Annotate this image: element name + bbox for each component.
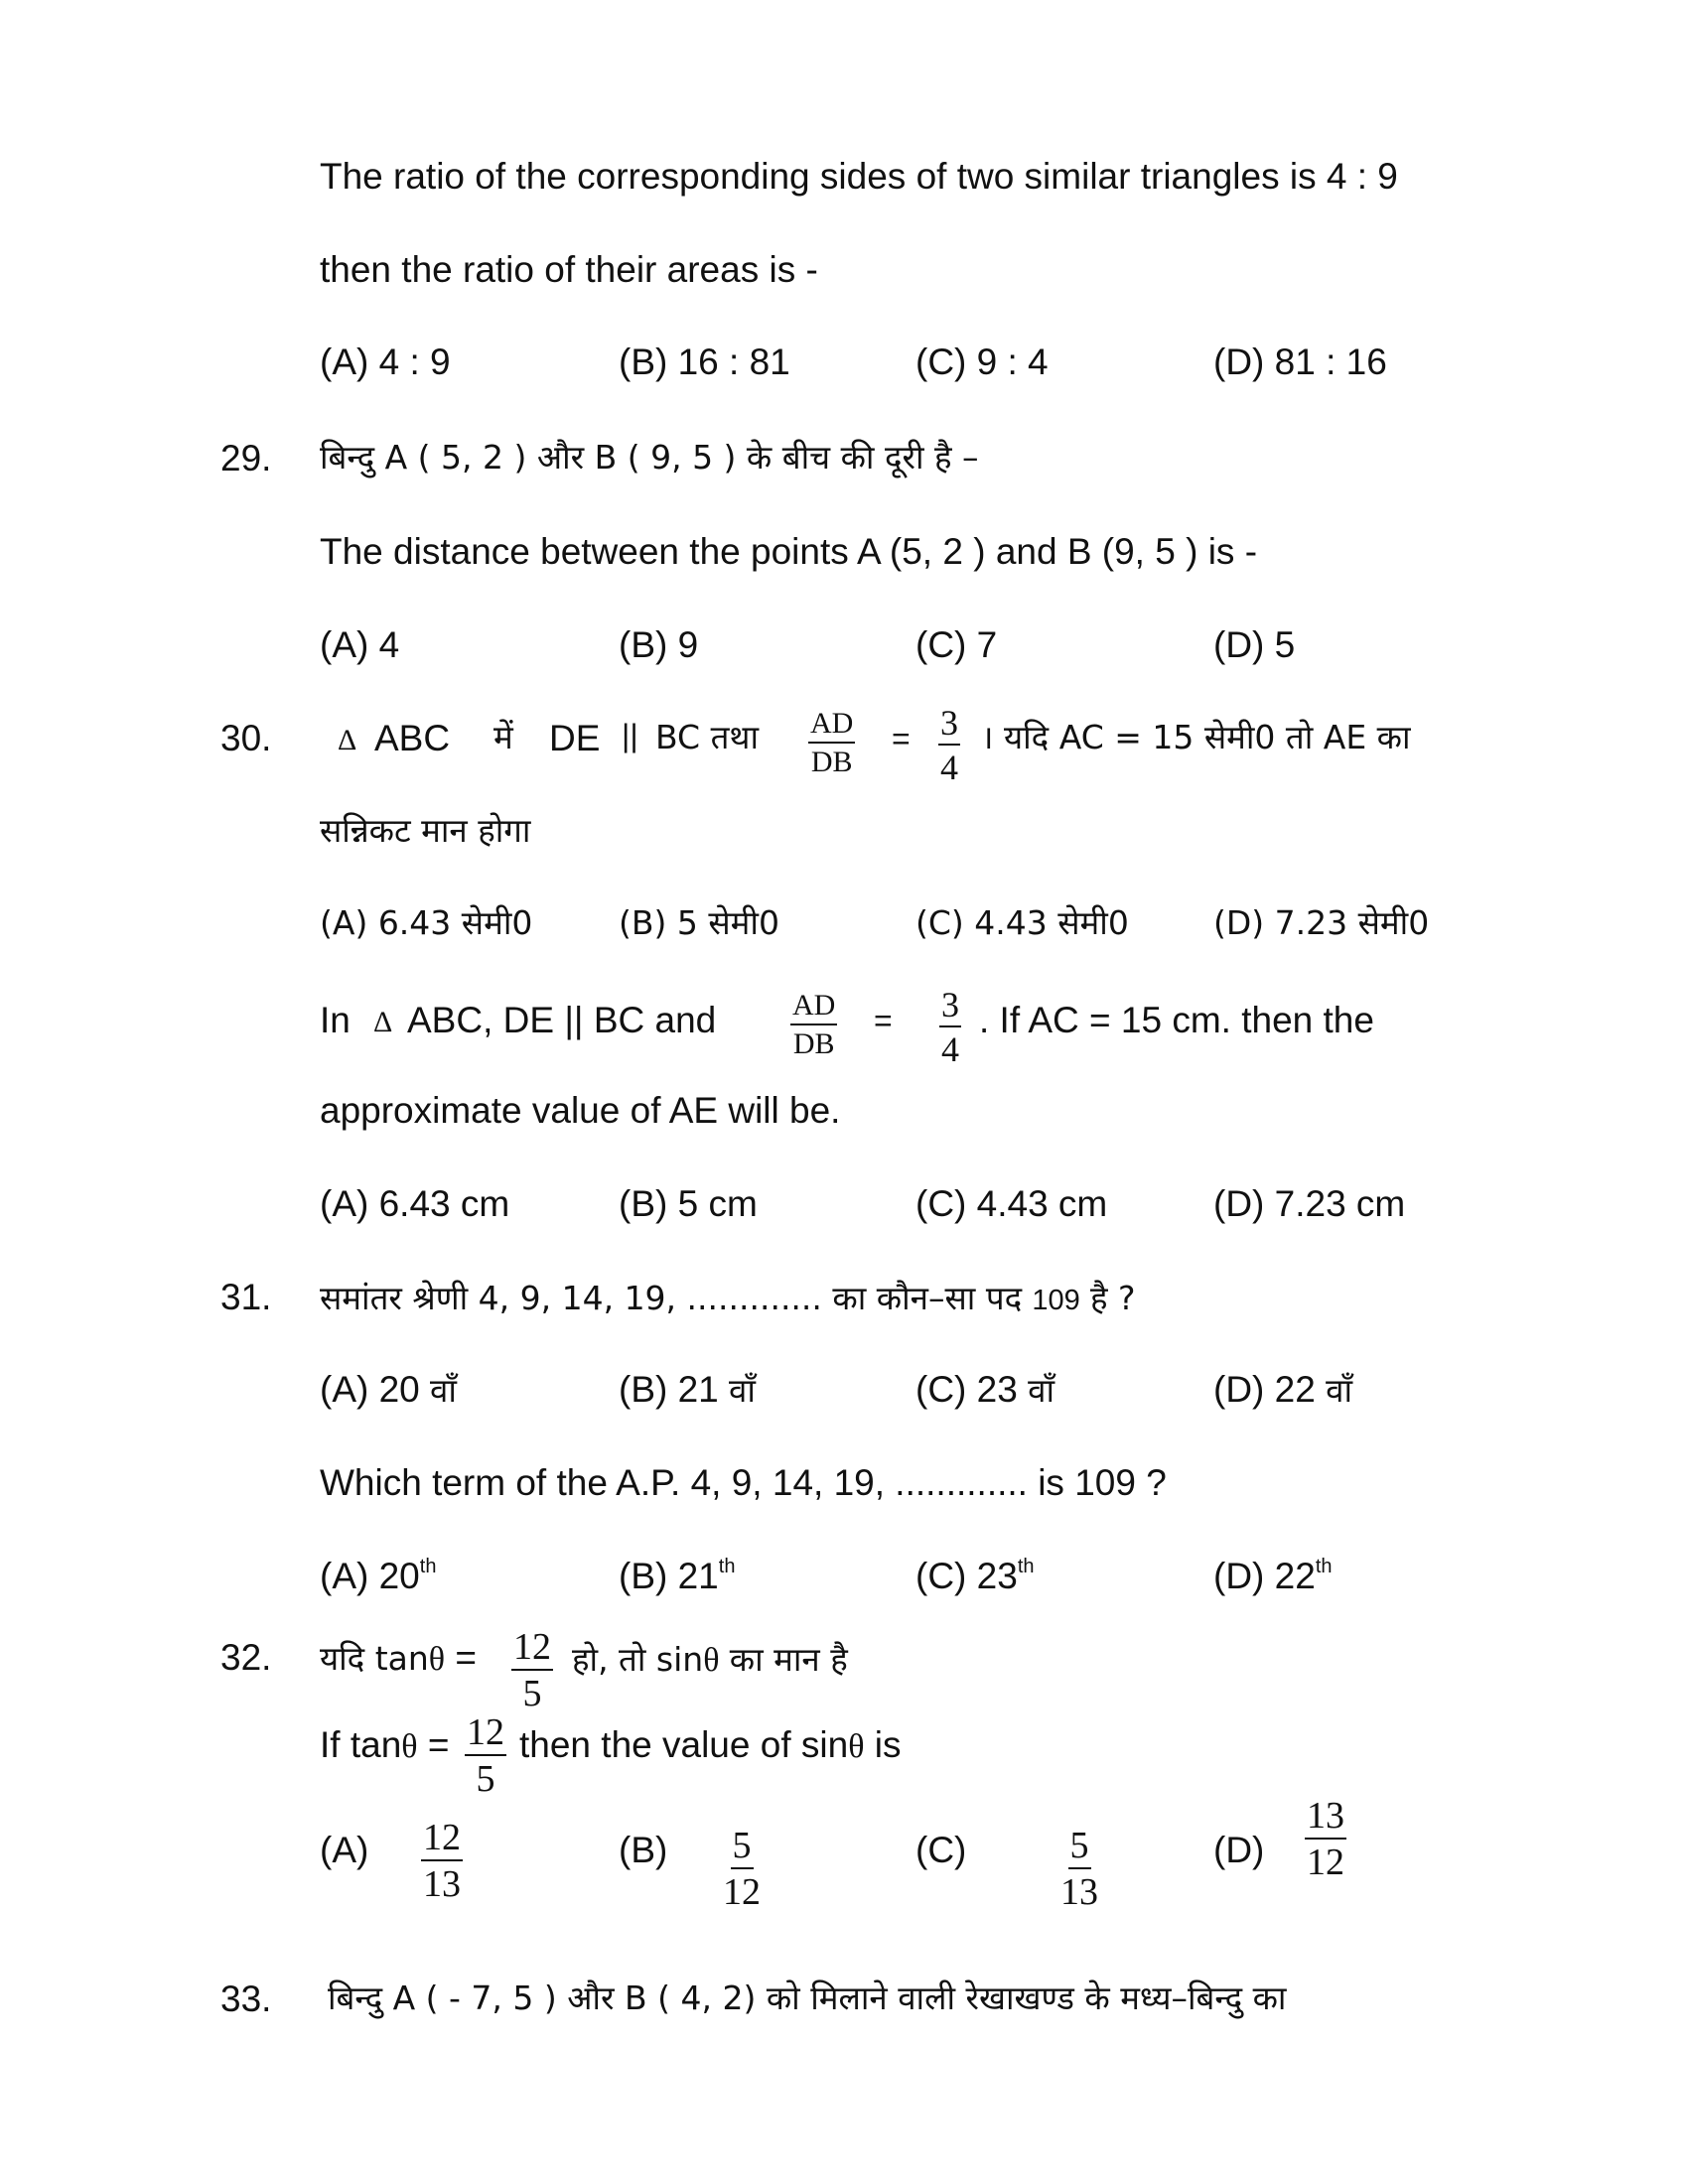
fraction-numerator: 3 bbox=[938, 705, 960, 746]
q30-hindi-rest: । यदि AC = 15 सेमी0 तो AE का bbox=[981, 718, 1411, 756]
q32-hindi-yadi: यदि tan bbox=[320, 1639, 429, 1678]
triangle-symbol: Δ bbox=[373, 1006, 393, 1038]
option-text: (A) 20 bbox=[320, 1556, 420, 1596]
theta-symbol: θ bbox=[848, 1728, 865, 1765]
q32-hindi-part2: हो, तो sin bbox=[572, 1640, 704, 1679]
fraction-numerator: 3 bbox=[939, 987, 961, 1027]
q32-english-tan bbox=[320, 1726, 449, 1764]
q30-english-fraction-3-4 bbox=[939, 987, 961, 1067]
q31-hindi-number: 109 bbox=[1032, 1285, 1080, 1316]
fraction-numerator: AD bbox=[808, 709, 855, 744]
fraction-denominator: 13 bbox=[423, 1863, 461, 1905]
q32-english-part2: then the value of sin bbox=[519, 1724, 849, 1765]
q32-hindi-rest bbox=[572, 1640, 848, 1678]
theta-symbol: θ bbox=[401, 1728, 418, 1765]
fraction-numerator: 12 bbox=[421, 1819, 463, 1861]
q30-hindi-bc: BC तथा bbox=[655, 718, 760, 756]
q30-english-in: In bbox=[320, 1000, 351, 1040]
q32-hindi-fraction-12-5 bbox=[511, 1628, 553, 1712]
q29-option-d: (D) 5 bbox=[1213, 624, 1296, 665]
fraction-denominator: 12 bbox=[1307, 1842, 1344, 1883]
ordinal-suffix: वाँ bbox=[1028, 1371, 1055, 1410]
q31-hindi-part1: समांतर श्रेणी 4, 9, 14, 19, ............. का कौन–सा पद bbox=[320, 1279, 1023, 1317]
q31-hindi-option-d bbox=[1213, 1371, 1352, 1408]
option-text: (A) 20 bbox=[320, 1369, 420, 1410]
theta-symbol: θ bbox=[428, 1641, 446, 1678]
q32-option-c-label: (C) bbox=[915, 1830, 967, 1870]
q32-english-if: If tan bbox=[320, 1724, 402, 1765]
q29-option-c: (C) 7 bbox=[915, 624, 998, 665]
fraction-denominator: 13 bbox=[1060, 1871, 1098, 1913]
q28-english-line1: The ratio of the corresponding sides of two similar triangles is 4 : 9 bbox=[320, 156, 1398, 197]
fraction-numerator: 12 bbox=[511, 1628, 553, 1671]
q29-number: 29. bbox=[220, 438, 272, 478]
parallel-symbol: || bbox=[622, 718, 638, 753]
q31-hindi-part2: है ? bbox=[1090, 1279, 1136, 1317]
superscript: th bbox=[1017, 1556, 1035, 1577]
q32-option-a-fraction bbox=[421, 1819, 463, 1903]
equals-sign: = bbox=[445, 1637, 477, 1678]
q28-english-line2: then the ratio of their areas is - bbox=[320, 249, 818, 290]
q30-hindi-option-c: (C) 4.43 सेमी0 bbox=[915, 903, 1129, 942]
fraction-denominator: 5 bbox=[476, 1758, 495, 1800]
option-text: (C) 23 bbox=[915, 1556, 1018, 1596]
ordinal-suffix: वाँ bbox=[1326, 1371, 1352, 1410]
q32-english-fraction-12-5 bbox=[465, 1713, 506, 1798]
q32-hindi-tan bbox=[320, 1639, 477, 1677]
equals-sign: = bbox=[892, 721, 911, 756]
q32-number: 32. bbox=[220, 1637, 272, 1678]
q29-hindi-question: बिन्दु A ( 5, 2 ) और B ( 9, 5 ) के बीच की दूरी है – bbox=[320, 438, 979, 477]
fraction-denominator: 4 bbox=[940, 748, 958, 787]
theta-symbol: θ bbox=[703, 1642, 720, 1679]
q30-hindi-option-b: (B) 5 सेमी0 bbox=[619, 903, 779, 942]
q28-option-a: (A) 4 : 9 bbox=[320, 341, 451, 382]
option-text: (B) 21 bbox=[619, 1369, 719, 1410]
q32-option-a-label: (A) bbox=[320, 1830, 369, 1870]
q31-english-option-a bbox=[320, 1557, 436, 1594]
q30-hindi-abc: ABC bbox=[374, 718, 451, 758]
q31-number: 31. bbox=[220, 1277, 272, 1317]
q32-option-d-fraction bbox=[1305, 1797, 1346, 1881]
fraction-denominator: DB bbox=[792, 1027, 835, 1060]
fraction-denominator: 4 bbox=[941, 1029, 959, 1069]
option-text: (C) 23 bbox=[915, 1369, 1018, 1410]
option-text: (D) 22 bbox=[1213, 1556, 1316, 1596]
q32-hindi-part3: का मान है bbox=[729, 1640, 848, 1679]
q30-hindi-fraction-ad-db bbox=[808, 709, 855, 777]
equals-sign: = bbox=[417, 1724, 450, 1765]
q31-english-option-d bbox=[1213, 1557, 1333, 1594]
q32-option-c-fraction bbox=[1060, 1827, 1098, 1911]
q30-english-option-b: (B) 5 cm bbox=[619, 1183, 758, 1224]
q31-english-option-c bbox=[915, 1557, 1035, 1594]
q30-hindi-de: DE bbox=[549, 718, 601, 758]
q30-english-rest: . If AC = 15 cm. then the bbox=[979, 1000, 1374, 1040]
q31-english-option-b bbox=[619, 1557, 735, 1594]
q30-hindi-option-a: (A) 6.43 सेमी0 bbox=[320, 903, 533, 942]
equals-sign: = bbox=[874, 1003, 893, 1038]
fraction-denominator: 5 bbox=[522, 1673, 542, 1714]
q32-option-b-fraction bbox=[723, 1827, 761, 1911]
q31-hindi-option-b bbox=[619, 1371, 756, 1408]
superscript: th bbox=[1315, 1556, 1333, 1577]
q32-option-b-label: (B) bbox=[619, 1830, 668, 1870]
q29-option-b: (B) 9 bbox=[619, 624, 699, 665]
triangle-symbol: Δ bbox=[338, 724, 357, 756]
q32-english-part3: is bbox=[874, 1724, 902, 1765]
q30-hindi-option-d: (D) 7.23 सेमी0 bbox=[1213, 903, 1430, 942]
superscript: th bbox=[718, 1556, 736, 1577]
q30-english-abc: ABC, DE || BC and bbox=[407, 1000, 717, 1040]
fraction-denominator: DB bbox=[810, 746, 853, 778]
option-text: (D) 22 bbox=[1213, 1369, 1316, 1410]
q32-english-rest bbox=[519, 1726, 902, 1764]
fraction-denominator: 12 bbox=[723, 1871, 761, 1913]
q30-hindi-fraction-3-4 bbox=[938, 705, 960, 785]
q30-english-line2: approximate value of AE will be. bbox=[320, 1090, 841, 1131]
q30-hindi-line2: सन्निकट मान होगा bbox=[320, 811, 531, 850]
fraction-numerator: AD bbox=[790, 991, 837, 1025]
fraction-numerator: 5 bbox=[1068, 1827, 1091, 1869]
q30-english-option-a: (A) 6.43 cm bbox=[320, 1183, 510, 1224]
q30-hindi-mein: में bbox=[493, 718, 513, 756]
q30-english-option-d: (D) 7.23 cm bbox=[1213, 1183, 1406, 1224]
option-text: (B) 21 bbox=[619, 1556, 719, 1596]
q30-english-option-c: (C) 4.43 cm bbox=[915, 1183, 1108, 1224]
q31-hindi-option-c bbox=[915, 1371, 1055, 1408]
q31-english-question: Which term of the A.P. 4, 9, 14, 19, ............. is 109 ? bbox=[320, 1462, 1167, 1503]
q29-english-question: The distance between the points A (5, 2 ) and B (9, 5 ) is - bbox=[320, 531, 1258, 572]
q31-hindi-option-a bbox=[320, 1371, 457, 1408]
fraction-numerator: 13 bbox=[1305, 1797, 1346, 1840]
q30-english-fraction-ad-db bbox=[790, 991, 837, 1059]
q28-option-b: (B) 16 : 81 bbox=[619, 341, 790, 382]
q28-option-c: (C) 9 : 4 bbox=[915, 341, 1049, 382]
q28-option-d: (D) 81 : 16 bbox=[1213, 341, 1387, 382]
ordinal-suffix: वाँ bbox=[729, 1371, 756, 1410]
q32-option-d-label: (D) bbox=[1213, 1830, 1265, 1870]
q33-number: 33. bbox=[220, 1979, 272, 2019]
superscript: th bbox=[419, 1556, 437, 1577]
ordinal-suffix: वाँ bbox=[430, 1371, 457, 1410]
q30-number: 30. bbox=[220, 718, 272, 758]
q33-hindi-question: बिन्दु A ( - 7, 5 ) और B ( 4, 2) को मिलाने वाली रेखाखण्ड के मध्य–बिन्दु का bbox=[328, 1979, 1287, 2017]
fraction-numerator: 5 bbox=[731, 1827, 754, 1869]
q29-option-a: (A) 4 bbox=[320, 624, 400, 665]
fraction-numerator: 12 bbox=[465, 1713, 506, 1756]
q31-hindi-question bbox=[320, 1279, 1136, 1315]
